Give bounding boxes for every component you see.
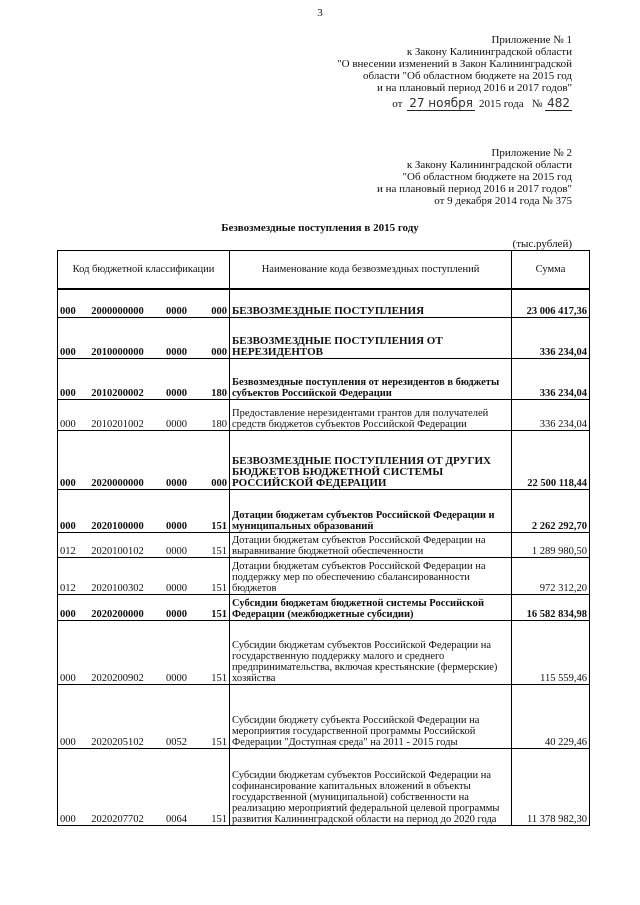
row-economic-code: 151 xyxy=(200,533,230,558)
annex-2-line: от 9 декабря 2014 года № 375 xyxy=(434,195,572,207)
row-economic-code: 151 xyxy=(200,621,230,685)
annex-1-number-prefix: № xyxy=(531,98,543,110)
row-sum: 16 582 834,98 xyxy=(512,595,590,621)
table-row xyxy=(58,621,590,685)
row-program-code: 0000 xyxy=(154,318,200,359)
row-type-code: 2020205102 xyxy=(82,685,154,749)
row-name: Субсидии бюджету субъекта Российской Федерации на мероприятия государственной программы Российской Федерации "Доступная среда" на 2011 - 2015 годы xyxy=(230,685,512,749)
row-economic-code: 151 xyxy=(200,595,230,621)
row-sum: 11 378 982,30 xyxy=(512,749,590,826)
row-type-code: 2010200002 xyxy=(82,359,154,400)
annex-1-number-handwritten: 482 xyxy=(547,96,570,110)
row-program-code: 0000 xyxy=(154,400,200,431)
row-sum: 972 312,20 xyxy=(512,558,590,595)
row-program-code: 0052 xyxy=(154,685,200,749)
row-name: Дотации бюджетам субъектов Российской Федерации на поддержку мер по обеспечению сбалансированности бюджетов xyxy=(230,558,512,595)
row-sum: 40 229,46 xyxy=(512,685,590,749)
row-name: Дотации бюджетам субъектов Российской Федерации на выравнивание бюджетной обеспеченности xyxy=(230,533,512,558)
table-units: (тыс.рублей) xyxy=(512,238,572,250)
row-sum: 336 234,04 xyxy=(512,318,590,359)
row-type-code: 2020207702 xyxy=(82,749,154,826)
row-admin-code: 000 xyxy=(58,318,82,359)
row-economic-code: 180 xyxy=(200,359,230,400)
row-sum: 2 262 292,70 xyxy=(512,490,590,533)
table-title: Безвозмездные поступления в 2015 году xyxy=(221,222,419,234)
table-row xyxy=(58,400,590,431)
row-name: Субсидии бюджетам бюджетной системы Российской Федерации (межбюджетные субсидии) xyxy=(230,595,512,621)
annex-1-title: Приложение № 1 xyxy=(491,34,572,46)
header-name: Наименование кода безвозмездных поступлений xyxy=(230,251,512,289)
row-sum: 115 559,46 xyxy=(512,621,590,685)
row-name: Субсидии бюджетам субъектов Российской Федерации на софинансирование капитальных вложений в объекты государственной (муниципальной) собственности на реализацию мероприятий федеральной целевой программы развития Калининградской области на период до 2020 года xyxy=(230,749,512,826)
row-program-code: 0000 xyxy=(154,558,200,595)
annex-2-header xyxy=(377,147,572,207)
row-type-code: 2020100102 xyxy=(82,533,154,558)
annex-2-title: Приложение № 2 xyxy=(491,147,572,159)
annex-1-date-line xyxy=(337,97,572,110)
row-type-code: 2000000000 xyxy=(82,289,154,318)
row-program-code: 0000 xyxy=(154,359,200,400)
table-row xyxy=(58,595,590,621)
row-sum: 23 006 417,36 xyxy=(512,289,590,318)
row-name: БЕЗВОЗМЕЗДНЫЕ ПОСТУПЛЕНИЯ ОТ НЕРЕЗИДЕНТОВ xyxy=(230,318,512,359)
row-program-code: 0000 xyxy=(154,621,200,685)
row-program-code: 0000 xyxy=(154,595,200,621)
row-name: БЕЗВОЗМЕЗДНЫЕ ПОСТУПЛЕНИЯ ОТ ДРУГИХ БЮДЖЕТОВ БЮДЖЕТНОЙ СИСТЕМЫ РОССИЙСКОЙ ФЕДЕРАЦИИ xyxy=(230,431,512,490)
row-program-code: 0000 xyxy=(154,431,200,490)
table-row xyxy=(58,490,590,533)
annex-2-line: к Закону Калининградской области xyxy=(406,159,572,171)
row-economic-code: 151 xyxy=(200,685,230,749)
page-number: 3 xyxy=(317,7,323,19)
row-admin-code: 012 xyxy=(58,533,82,558)
row-economic-code: 151 xyxy=(200,490,230,533)
row-admin-code: 000 xyxy=(58,359,82,400)
table-row xyxy=(58,289,590,318)
table-row xyxy=(58,359,590,400)
table-row xyxy=(58,685,590,749)
row-admin-code: 000 xyxy=(58,749,82,826)
row-sum: 336 234,04 xyxy=(512,400,590,431)
row-sum: 336 234,04 xyxy=(512,359,590,400)
row-admin-code: 000 xyxy=(58,431,82,490)
row-type-code: 2010201002 xyxy=(82,400,154,431)
annex-1-line: "О внесении изменений в Закон Калининградской xyxy=(337,58,572,70)
row-type-code: 2020100302 xyxy=(82,558,154,595)
row-sum: 22 500 118,44 xyxy=(512,431,590,490)
row-type-code: 2010000000 xyxy=(82,318,154,359)
row-admin-code: 000 xyxy=(58,621,82,685)
table-row xyxy=(58,318,590,359)
annex-2-line: "Об областном бюджете на 2015 год xyxy=(402,171,572,183)
row-name: Предоставление нерезидентами грантов для получателей средств бюджетов субъектов Российской Федерации xyxy=(230,400,512,431)
row-program-code: 0064 xyxy=(154,749,200,826)
row-program-code: 0000 xyxy=(154,289,200,318)
annex-1-line: области "Об областном бюджете на 2015 год xyxy=(363,70,572,82)
table-row xyxy=(58,533,590,558)
row-admin-code: 000 xyxy=(58,400,82,431)
table-row xyxy=(58,558,590,595)
table-row xyxy=(58,431,590,490)
row-program-code: 0000 xyxy=(154,490,200,533)
row-type-code: 2020000000 xyxy=(82,431,154,490)
header-code: Код бюджетной классификации xyxy=(58,251,230,289)
annex-1-header xyxy=(337,34,572,110)
row-economic-code: 151 xyxy=(200,558,230,595)
row-admin-code: 000 xyxy=(58,595,82,621)
row-economic-code: 000 xyxy=(200,431,230,490)
row-name: Субсидии бюджетам субъектов Российской Федерации на государственную поддержку малого и среднего предпринимательства, включая крестьянские (фермерские) хозяйства xyxy=(230,621,512,685)
row-name: БЕЗВОЗМЕЗДНЫЕ ПОСТУПЛЕНИЯ xyxy=(230,289,512,318)
table-row xyxy=(58,749,590,826)
annex-1-line: к Закону Калининградской области xyxy=(406,46,572,58)
row-admin-code: 012 xyxy=(58,558,82,595)
row-name: Дотации бюджетам субъектов Российской Федерации и муниципальных образований xyxy=(230,490,512,533)
row-type-code: 2020200000 xyxy=(82,595,154,621)
row-type-code: 2020100000 xyxy=(82,490,154,533)
row-program-code: 0000 xyxy=(154,533,200,558)
row-type-code: 2020200902 xyxy=(82,621,154,685)
row-admin-code: 000 xyxy=(58,685,82,749)
row-economic-code: 000 xyxy=(200,289,230,318)
row-name: Безвозмездные поступления от нерезидентов в бюджеты субъектов Российской Федерации xyxy=(230,359,512,400)
annex-2-line: и на плановый период 2016 и 2017 годов" xyxy=(376,183,572,195)
row-sum: 1 289 980,50 xyxy=(512,533,590,558)
row-economic-code: 000 xyxy=(200,318,230,359)
budget-table xyxy=(57,250,590,826)
annex-1-date-prefix: от xyxy=(392,98,403,110)
annex-1-date-handwritten: 27 ноября xyxy=(409,96,473,110)
header-sum: Сумма xyxy=(512,251,590,289)
row-admin-code: 000 xyxy=(58,490,82,533)
annex-1-line: и на плановый период 2016 и 2017 годов" xyxy=(376,82,572,94)
row-economic-code: 151 xyxy=(200,749,230,826)
annex-1-date-suffix: 2015 года xyxy=(478,98,524,110)
row-admin-code: 000 xyxy=(58,289,82,318)
row-economic-code: 180 xyxy=(200,400,230,431)
